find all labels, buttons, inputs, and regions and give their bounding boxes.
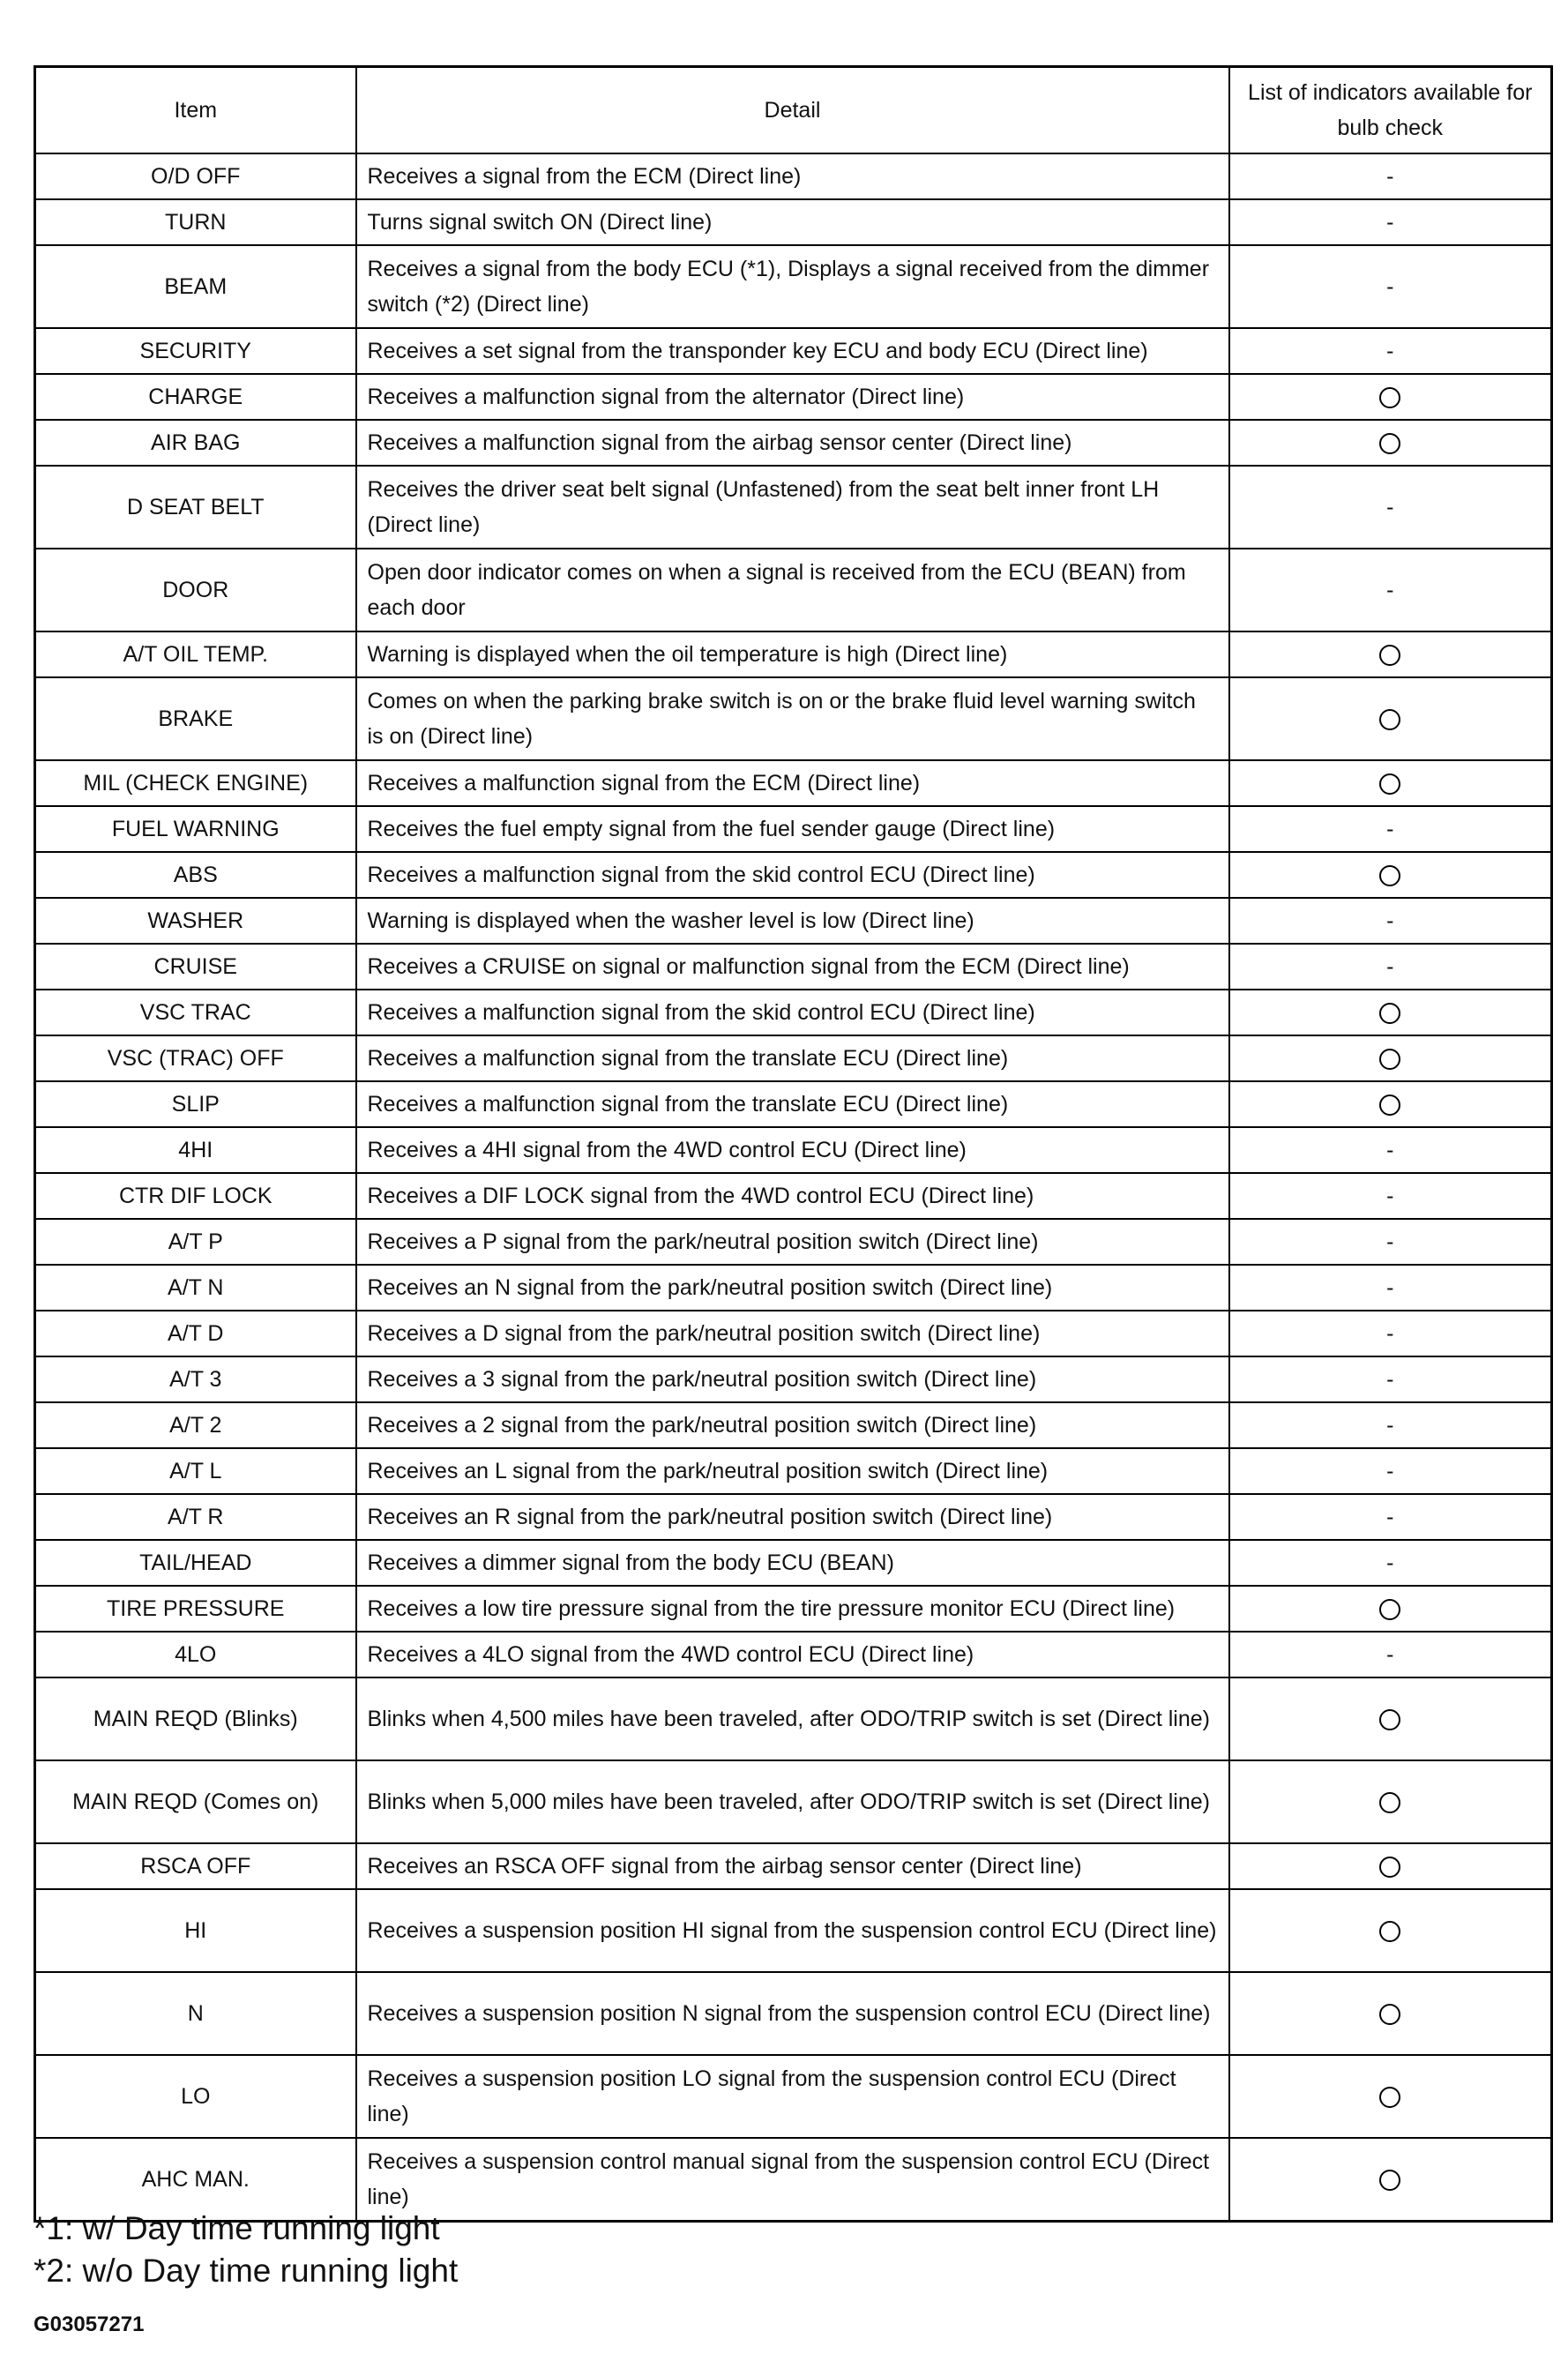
cell-bulb-check [1229, 677, 1552, 760]
cell-bulb-check [1229, 1035, 1552, 1081]
circle-icon [1379, 433, 1400, 454]
header-detail: Detail [356, 67, 1229, 154]
cell-detail: Receives a malfunction signal from the translate ECU (Direct line) [356, 1035, 1229, 1081]
cell-item: CTR DIF LOCK [35, 1173, 356, 1219]
dash-mark: - [1386, 210, 1394, 235]
cell-item: BEAM [35, 245, 356, 328]
footnotes [34, 2208, 1550, 2292]
cell-item: TURN [35, 199, 356, 245]
dash-mark: - [1386, 908, 1394, 933]
circle-icon [1379, 865, 1400, 886]
cell-item: RSCA OFF [35, 1843, 356, 1889]
cell-bulb-check [1229, 1127, 1552, 1173]
cell-bulb-check [1229, 944, 1552, 990]
cell-detail: Receives a malfunction signal from the ECM (Direct line) [356, 760, 1229, 806]
circle-icon [1379, 2087, 1400, 2108]
cell-detail: Receives a D signal from the park/neutral position switch (Direct line) [356, 1311, 1229, 1356]
cell-item: VSC (TRAC) OFF [35, 1035, 356, 1081]
table-row [35, 1889, 1552, 1972]
cell-bulb-check [1229, 806, 1552, 852]
cell-item: A/T N [35, 1265, 356, 1311]
dash-mark: - [1386, 1275, 1394, 1300]
circle-icon [1379, 1921, 1400, 1942]
table-row [35, 420, 1552, 466]
table-row [35, 1127, 1552, 1173]
dash-mark: - [1386, 164, 1394, 189]
cell-item: A/T L [35, 1448, 356, 1494]
cell-bulb-check [1229, 549, 1552, 631]
cell-item: N [35, 1972, 356, 2055]
table-row [35, 1972, 1552, 2055]
cell-bulb-check [1229, 1586, 1552, 1632]
cell-item: FUEL WARNING [35, 806, 356, 852]
dash-mark: - [1386, 339, 1394, 363]
cell-item: O/D OFF [35, 153, 356, 199]
cell-item: A/T OIL TEMP. [35, 631, 356, 677]
cell-bulb-check [1229, 1843, 1552, 1889]
cell-item: WASHER [35, 898, 356, 944]
circle-icon [1379, 387, 1400, 408]
dash-mark: - [1386, 1550, 1394, 1575]
cell-item: MAIN REQD (Comes on) [35, 1760, 356, 1843]
cell-detail: Blinks when 4,500 miles have been traveled, after ODO/TRIP switch is set (Direct line) [356, 1677, 1229, 1760]
dash-mark: - [1386, 1138, 1394, 1162]
dash-mark: - [1386, 1505, 1394, 1529]
cell-bulb-check [1229, 1311, 1552, 1356]
table-row [35, 1356, 1552, 1402]
cell-bulb-check [1229, 245, 1552, 328]
cell-detail: Receives a malfunction signal from the skid control ECU (Direct line) [356, 990, 1229, 1035]
cell-bulb-check [1229, 1356, 1552, 1402]
cell-item: TAIL/HEAD [35, 1540, 356, 1586]
cell-item: LO [35, 2055, 356, 2138]
cell-detail: Receives a suspension position N signal from the suspension control ECU (Direct line) [356, 1972, 1229, 2055]
cell-detail: Turns signal switch ON (Direct line) [356, 199, 1229, 245]
dash-mark: - [1386, 1229, 1394, 1254]
table-row [35, 898, 1552, 944]
table-row [35, 199, 1552, 245]
cell-detail: Comes on when the parking brake switch is on or the brake fluid level warning switch is on (Direct line) [356, 677, 1229, 760]
cell-item: 4LO [35, 1632, 356, 1677]
circle-icon [1379, 1792, 1400, 1813]
dash-mark: - [1386, 1184, 1394, 1208]
cell-bulb-check [1229, 1219, 1552, 1265]
cell-item: AHC MAN. [35, 2138, 356, 2221]
cell-detail: Warning is displayed when the oil temperature is high (Direct line) [356, 631, 1229, 677]
table-row [35, 760, 1552, 806]
cell-bulb-check [1229, 374, 1552, 420]
cell-detail: Receives a malfunction signal from the translate ECU (Direct line) [356, 1081, 1229, 1127]
table-row [35, 1173, 1552, 1219]
cell-detail: Receives a 2 signal from the park/neutral position switch (Direct line) [356, 1402, 1229, 1448]
table-row [35, 374, 1552, 420]
cell-detail: Receives a dimmer signal from the body ECU (BEAN) [356, 1540, 1229, 1586]
table-row [35, 1265, 1552, 1311]
indicator-table-container [34, 65, 1550, 2223]
cell-bulb-check [1229, 631, 1552, 677]
cell-bulb-check [1229, 1540, 1552, 1586]
cell-item: BRAKE [35, 677, 356, 760]
cell-bulb-check [1229, 1632, 1552, 1677]
table-row [35, 466, 1552, 549]
figure-id: G03057271 [34, 2312, 145, 2336]
cell-item: MAIN REQD (Blinks) [35, 1677, 356, 1760]
table-row [35, 1402, 1552, 1448]
cell-item: CHARGE [35, 374, 356, 420]
cell-item: 4HI [35, 1127, 356, 1173]
footnote-1: *1: w/ Day time running light [34, 2210, 440, 2246]
cell-bulb-check [1229, 1448, 1552, 1494]
table-row [35, 677, 1552, 760]
table-row [35, 153, 1552, 199]
cell-bulb-check [1229, 1889, 1552, 1972]
cell-item: D SEAT BELT [35, 466, 356, 549]
cell-detail: Receives a DIF LOCK signal from the 4WD control ECU (Direct line) [356, 1173, 1229, 1219]
cell-detail: Receives a malfunction signal from the airbag sensor center (Direct line) [356, 420, 1229, 466]
indicator-table [34, 65, 1553, 2223]
header-bulb-check: List of indicators available for bulb check [1229, 67, 1552, 154]
table-row [35, 990, 1552, 1035]
footnote-2: *2: w/o Day time running light [34, 2253, 459, 2289]
table-row [35, 1311, 1552, 1356]
cell-bulb-check [1229, 199, 1552, 245]
cell-item: CRUISE [35, 944, 356, 990]
dash-mark: - [1386, 1367, 1394, 1392]
table-row [35, 1035, 1552, 1081]
cell-detail: Receives a low tire pressure signal from the tire pressure monitor ECU (Direct line) [356, 1586, 1229, 1632]
table-header-row [35, 67, 1552, 154]
cell-bulb-check [1229, 1402, 1552, 1448]
cell-detail: Receives a 4LO signal from the 4WD control ECU (Direct line) [356, 1632, 1229, 1677]
table-row [35, 549, 1552, 631]
table-row [35, 328, 1552, 374]
cell-detail: Open door indicator comes on when a signal is received from the ECU (BEAN) from each door [356, 549, 1229, 631]
circle-icon [1379, 1095, 1400, 1116]
cell-detail: Receives a CRUISE on signal or malfunction signal from the ECM (Direct line) [356, 944, 1229, 990]
cell-item: A/T D [35, 1311, 356, 1356]
circle-icon [1379, 1709, 1400, 1730]
cell-detail: Receives a P signal from the park/neutral position switch (Direct line) [356, 1219, 1229, 1265]
cell-detail: Receives a signal from the body ECU (*1), Displays a signal received from the dimmer switch (*2) (Direct line) [356, 245, 1229, 328]
circle-icon [1379, 1003, 1400, 1024]
dash-mark: - [1386, 274, 1394, 299]
dash-mark: - [1386, 817, 1394, 841]
dash-mark: - [1386, 1413, 1394, 1438]
cell-bulb-check [1229, 760, 1552, 806]
cell-item: A/T P [35, 1219, 356, 1265]
table-row [35, 245, 1552, 328]
table-row [35, 1494, 1552, 1540]
dash-mark: - [1386, 1321, 1394, 1346]
dash-mark: - [1386, 495, 1394, 519]
table-row [35, 944, 1552, 990]
table-row [35, 1448, 1552, 1494]
cell-detail: Receives a set signal from the transponder key ECU and body ECU (Direct line) [356, 328, 1229, 374]
table-row [35, 1632, 1552, 1677]
cell-bulb-check [1229, 852, 1552, 898]
circle-icon [1379, 1049, 1400, 1070]
cell-detail: Receives a suspension position LO signal from the suspension control ECU (Direct line) [356, 2055, 1229, 2138]
table-row [35, 1081, 1552, 1127]
cell-bulb-check [1229, 1081, 1552, 1127]
table-row [35, 852, 1552, 898]
cell-item: AIR BAG [35, 420, 356, 466]
cell-item: ABS [35, 852, 356, 898]
cell-item: HI [35, 1889, 356, 1972]
cell-item: A/T 3 [35, 1356, 356, 1402]
table-row [35, 1677, 1552, 1760]
cell-bulb-check [1229, 153, 1552, 199]
cell-detail: Receives an RSCA OFF signal from the airbag sensor center (Direct line) [356, 1843, 1229, 1889]
cell-bulb-check [1229, 898, 1552, 944]
cell-detail: Receives a 4HI signal from the 4WD control ECU (Direct line) [356, 1127, 1229, 1173]
cell-detail: Receives a malfunction signal from the skid control ECU (Direct line) [356, 852, 1229, 898]
circle-icon [1379, 709, 1400, 730]
cell-item: DOOR [35, 549, 356, 631]
cell-bulb-check [1229, 1677, 1552, 1760]
dash-mark: - [1386, 1642, 1394, 1667]
dash-mark: - [1386, 1459, 1394, 1483]
cell-bulb-check [1229, 1760, 1552, 1843]
cell-detail: Receives an L signal from the park/neutral position switch (Direct line) [356, 1448, 1229, 1494]
table-row [35, 806, 1552, 852]
cell-bulb-check [1229, 420, 1552, 466]
table-row [35, 1760, 1552, 1843]
cell-item: A/T 2 [35, 1402, 356, 1448]
dash-mark: - [1386, 578, 1394, 602]
circle-icon [1379, 2170, 1400, 2191]
cell-detail: Receives a suspension position HI signal from the suspension control ECU (Direct line) [356, 1889, 1229, 1972]
cell-bulb-check [1229, 990, 1552, 1035]
table-row [35, 2055, 1552, 2138]
cell-detail: Receives the driver seat belt signal (Unfastened) from the seat belt inner front LH (Direct line) [356, 466, 1229, 549]
cell-detail: Receives a suspension control manual signal from the suspension control ECU (Direct line) [356, 2138, 1229, 2221]
circle-icon [1379, 773, 1400, 795]
cell-bulb-check [1229, 1265, 1552, 1311]
table-row [35, 1219, 1552, 1265]
table-row [35, 1843, 1552, 1889]
table-row [35, 1540, 1552, 1586]
cell-detail: Receives a signal from the ECM (Direct line) [356, 153, 1229, 199]
cell-bulb-check [1229, 328, 1552, 374]
circle-icon [1379, 2004, 1400, 2025]
cell-bulb-check [1229, 1173, 1552, 1219]
cell-detail: Receives a 3 signal from the park/neutral position switch (Direct line) [356, 1356, 1229, 1402]
circle-icon [1379, 1599, 1400, 1620]
header-item: Item [35, 67, 356, 154]
cell-item: VSC TRAC [35, 990, 356, 1035]
cell-detail: Warning is displayed when the washer level is low (Direct line) [356, 898, 1229, 944]
cell-detail: Receives an N signal from the park/neutral position switch (Direct line) [356, 1265, 1229, 1311]
table-body [35, 153, 1552, 2221]
table-row [35, 1586, 1552, 1632]
cell-detail: Receives an R signal from the park/neutral position switch (Direct line) [356, 1494, 1229, 1540]
cell-bulb-check [1229, 1972, 1552, 2055]
circle-icon [1379, 1857, 1400, 1878]
cell-detail: Blinks when 5,000 miles have been traveled, after ODO/TRIP switch is set (Direct line) [356, 1760, 1229, 1843]
circle-icon [1379, 645, 1400, 666]
cell-item: A/T R [35, 1494, 356, 1540]
cell-bulb-check [1229, 466, 1552, 549]
cell-detail: Receives the fuel empty signal from the fuel sender gauge (Direct line) [356, 806, 1229, 852]
cell-detail: Receives a malfunction signal from the alternator (Direct line) [356, 374, 1229, 420]
cell-bulb-check [1229, 2055, 1552, 2138]
cell-item: TIRE PRESSURE [35, 1586, 356, 1632]
cell-item: SLIP [35, 1081, 356, 1127]
cell-bulb-check [1229, 1494, 1552, 1540]
cell-item: SECURITY [35, 328, 356, 374]
cell-item: MIL (CHECK ENGINE) [35, 760, 356, 806]
dash-mark: - [1386, 954, 1394, 979]
table-row [35, 631, 1552, 677]
